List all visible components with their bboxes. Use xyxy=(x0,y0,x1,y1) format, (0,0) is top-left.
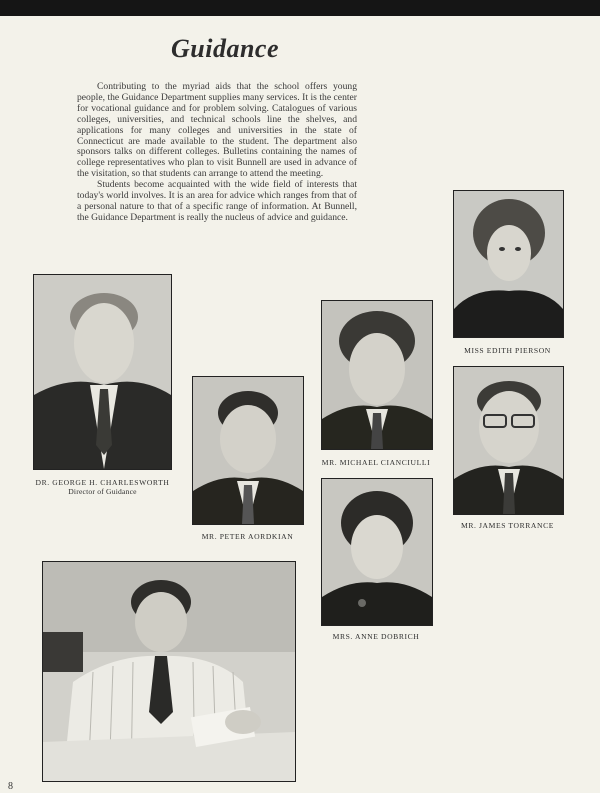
caption-torrance: MR. JAMES TORRANCE xyxy=(460,521,554,530)
caption-cianciulli: MR. MICHAEL CIANCIULLI xyxy=(321,458,431,467)
paragraph-2: Students become acquainted with the wide field of interests that today's world involves. It is an area for advice which ranges from that of a personal nature to that of a specific range of information. At Bunnell, the Guidance Department is really the nucleus of advice and guidance. xyxy=(77,179,357,223)
portrait-torrance xyxy=(453,366,564,515)
caption-charlesworth xyxy=(20,478,185,496)
top-border xyxy=(0,0,600,16)
page-title: Guidance xyxy=(171,34,279,63)
caption-aordkian: MR. PETER AORDKIAN xyxy=(201,532,294,541)
portrait-dobrich xyxy=(321,478,433,626)
portrait-cianciulli xyxy=(321,300,433,450)
paragraph-1: Contributing to the myriad aids that the school offers young people, the Guidance Department supplies many services. It is the center for vocational guidance and for problem solving. Catalogues of various colleges, universities, and technical schools line the shelves, and applications for many colleges and universities in the state of Connecticut are made available to the student. The department also sponsors talks on different colleges. Bulletins containing the names of college representatives who plan to visit Bunnell are used in advance of the visitation, so that students can arrange to attend the meeting. xyxy=(77,81,357,180)
caption-pierson: MISS EDITH PIERSON xyxy=(464,346,551,355)
portrait-pierson xyxy=(453,190,564,338)
portrait-charlesworth xyxy=(33,274,172,470)
charlesworth-title: Director of Guidance xyxy=(68,487,137,496)
portrait-aordkian xyxy=(192,376,304,525)
candid-desk-photo xyxy=(42,561,296,782)
page-number: 8 xyxy=(8,781,13,792)
caption-dobrich: MRS. ANNE DOBRICH xyxy=(332,632,420,641)
charlesworth-name: DR. GEORGE H. CHARLESWORTH xyxy=(35,478,170,487)
article-body xyxy=(77,82,357,224)
